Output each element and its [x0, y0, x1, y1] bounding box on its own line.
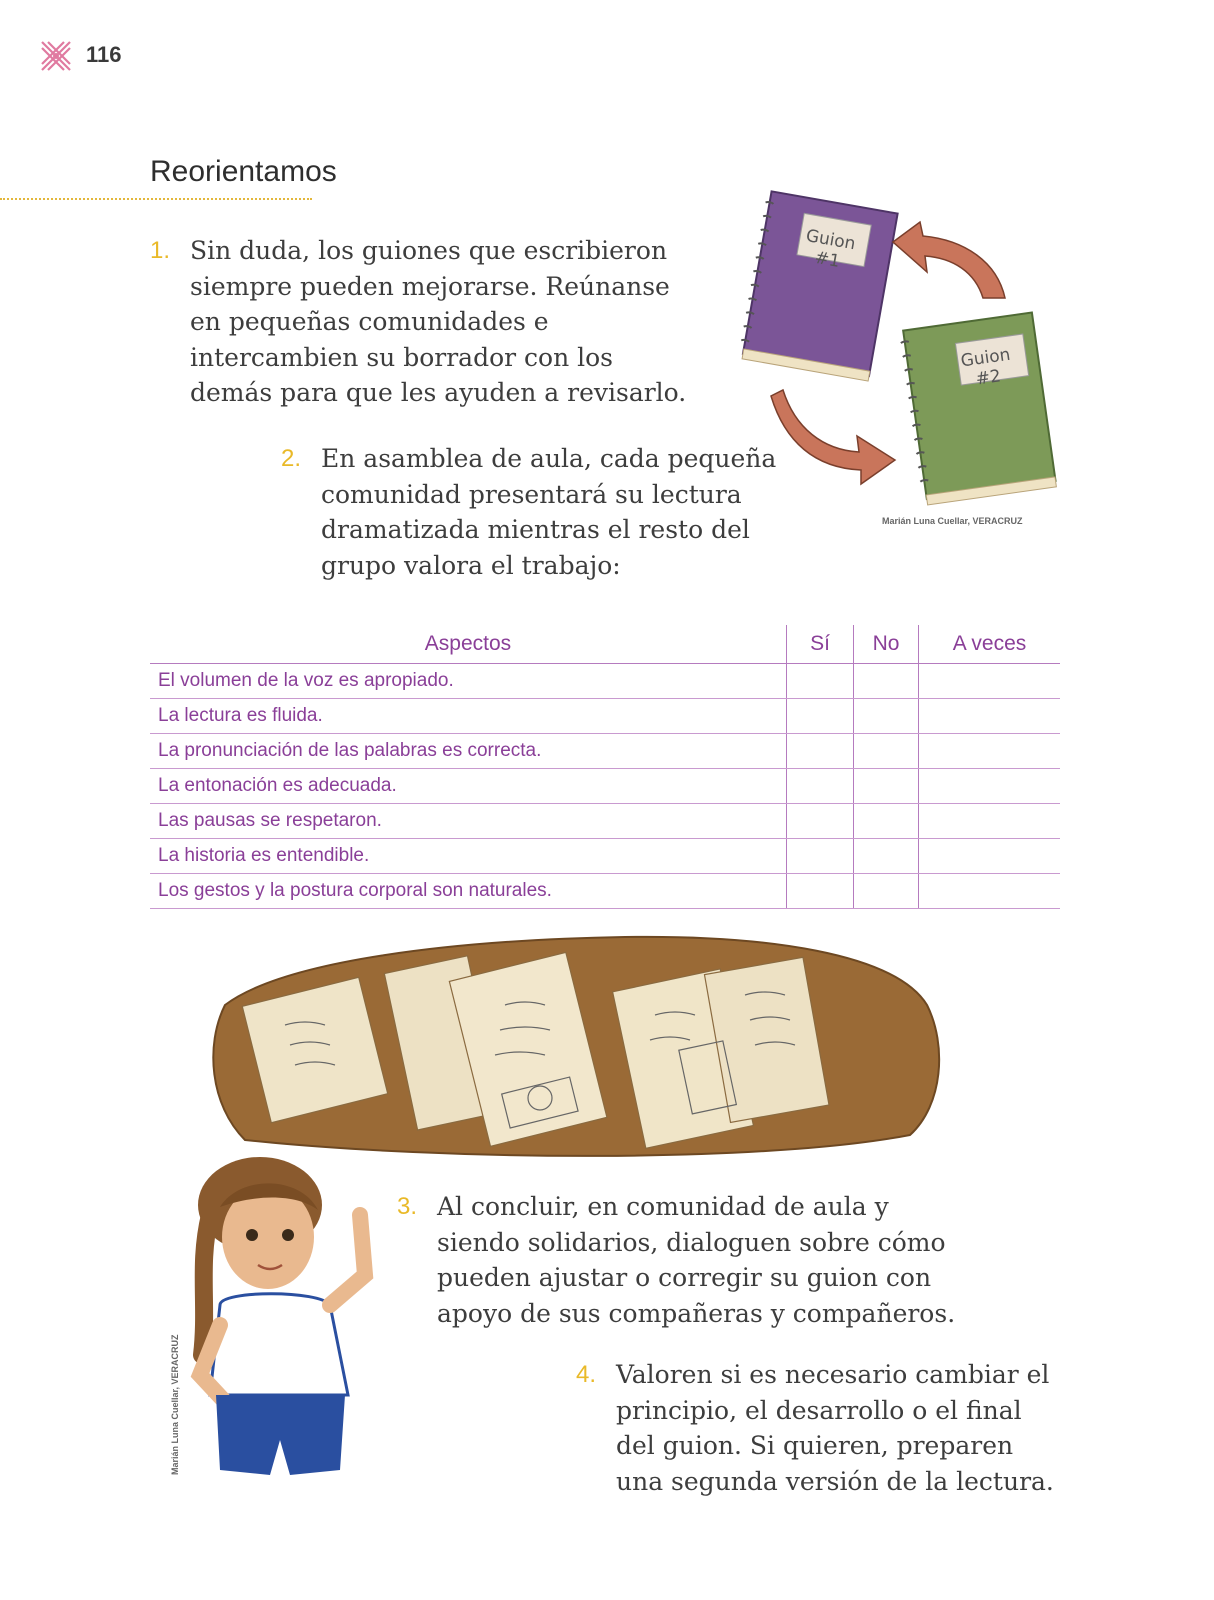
check-cell-a-veces[interactable]: [919, 874, 1061, 909]
aspect-cell: La historia es entendible.: [150, 839, 787, 874]
check-cell-no[interactable]: [854, 699, 919, 734]
item-number: 2.: [281, 445, 302, 472]
girl-credit: Marián Luna Cuellar, VERACRUZ: [170, 1334, 180, 1475]
title-divider: [0, 198, 312, 200]
book1-label: Guion #1: [804, 225, 858, 272]
column-header: No: [854, 625, 919, 664]
item-text: Valoren si es necesario cambiar el principio, el desarrollo o el final del guion. Si quieren, preparen una segunda versión de la lectura.: [616, 1360, 1054, 1496]
table-row: [150, 664, 1060, 699]
aspect-cell: La pronunciación de las palabras es correcta.: [150, 734, 787, 769]
list-item: [397, 1189, 957, 1331]
aspect-cell: Los gestos y la postura corporal son naturales.: [150, 874, 787, 909]
check-cell-no[interactable]: [854, 769, 919, 804]
page-logo-icon: [38, 38, 74, 74]
check-cell-no[interactable]: [854, 874, 919, 909]
girl-illustration: [180, 1155, 400, 1505]
table-row: [150, 839, 1060, 874]
table-row: [150, 804, 1060, 839]
scripts-on-table-illustration: [205, 935, 945, 1165]
item-number: 4.: [576, 1361, 597, 1388]
list-item: [576, 1357, 1056, 1499]
aspect-cell: El volumen de la voz es apropiado.: [150, 664, 787, 699]
table-row: [150, 734, 1060, 769]
check-cell-si[interactable]: [787, 664, 854, 699]
aspect-cell: Las pausas se respetaron.: [150, 804, 787, 839]
page-number: 116: [86, 42, 122, 67]
book2-label: Guion #2: [959, 344, 1012, 390]
check-cell-si[interactable]: [787, 874, 854, 909]
check-cell-no[interactable]: [854, 839, 919, 874]
item-text: En asamblea de aula, cada pequeña comunidad presentará su lectura dramatizada mientras el resto del grupo valora el trabajo:: [321, 444, 777, 580]
check-cell-si[interactable]: [787, 804, 854, 839]
books-credit: Marián Luna Cuellar, VERACRUZ: [882, 516, 1023, 526]
aspect-cell: La lectura es fluida.: [150, 699, 787, 734]
item-number: 1.: [150, 237, 171, 264]
item-number: 3.: [397, 1193, 418, 1220]
list-item: [281, 441, 781, 583]
check-cell-a-veces[interactable]: [919, 769, 1061, 804]
check-cell-si[interactable]: [787, 734, 854, 769]
check-cell-a-veces[interactable]: [919, 734, 1061, 769]
check-cell-si[interactable]: [787, 699, 854, 734]
check-cell-a-veces[interactable]: [919, 804, 1061, 839]
check-cell-si[interactable]: [787, 839, 854, 874]
column-header: Aspectos: [150, 625, 787, 664]
check-cell-a-veces[interactable]: [919, 839, 1061, 874]
table-header-row: [150, 625, 1060, 664]
list-item: [150, 233, 700, 411]
check-cell-a-veces[interactable]: [919, 664, 1061, 699]
table-row: [150, 699, 1060, 734]
column-header: A veces: [919, 625, 1061, 664]
aspect-cell: La entonación es adecuada.: [150, 769, 787, 804]
table-row: [150, 769, 1060, 804]
evaluation-table: [150, 625, 1060, 909]
books-illustration: [735, 190, 1075, 520]
check-cell-no[interactable]: [854, 804, 919, 839]
check-cell-no[interactable]: [854, 734, 919, 769]
check-cell-si[interactable]: [787, 769, 854, 804]
column-header: Sí: [787, 625, 854, 664]
section-title: Reorientamos: [150, 155, 337, 188]
item-text: Sin duda, los guiones que escribieron siempre pueden mejorarse. Reúnanse en pequeñas comunidades e intercambien su borrador con los demás para que les ayuden a revisarlo.: [190, 236, 687, 407]
check-cell-no[interactable]: [854, 664, 919, 699]
table-row: [150, 874, 1060, 909]
item-text: Al concluir, en comunidad de aula y siendo solidarios, dialoguen sobre cómo pueden ajustar o corregir su guion con apoyo de sus compañeras y compañeros.: [437, 1192, 956, 1328]
check-cell-a-veces[interactable]: [919, 699, 1061, 734]
